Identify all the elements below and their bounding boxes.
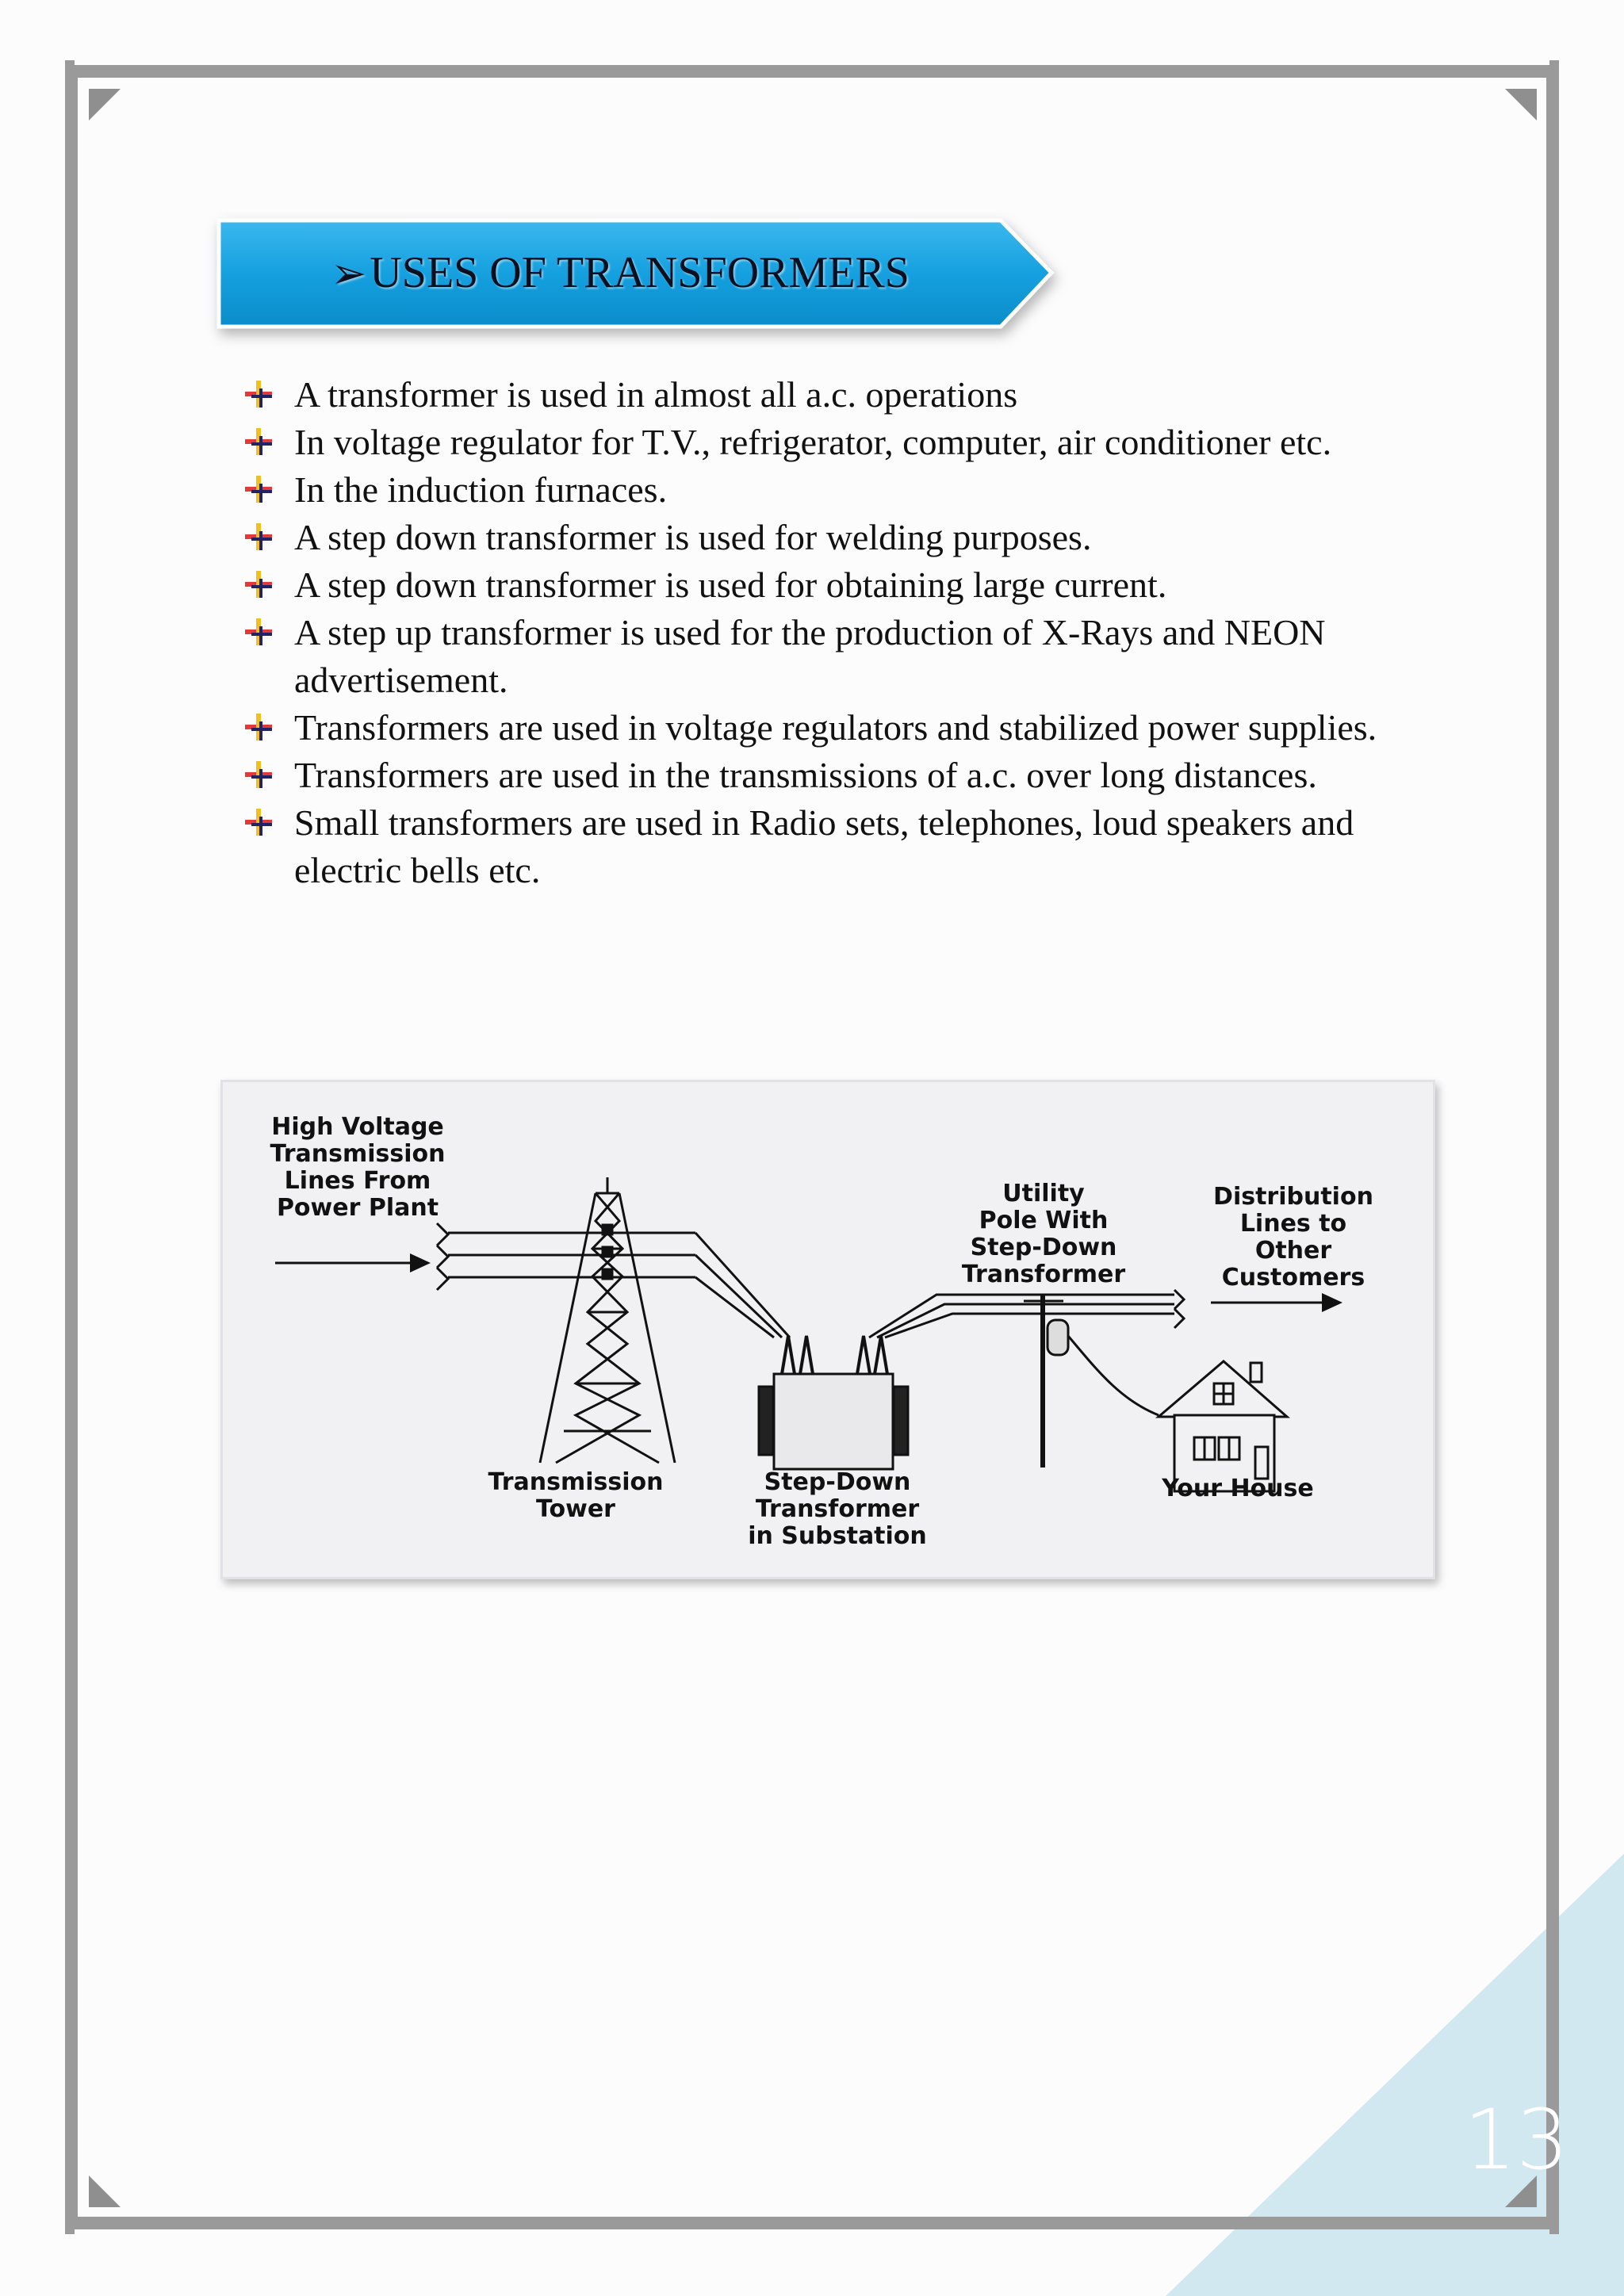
- list-item-text: A step down transformer is used for obtaining large current.: [294, 564, 1167, 605]
- bullet-icon: [243, 760, 274, 790]
- list-item: [242, 371, 1447, 419]
- bullet-icon: [243, 379, 274, 409]
- bullet-icon: [243, 427, 274, 457]
- arrow-bullet-icon: ➢: [331, 249, 367, 297]
- label-transmission-tower: Transmission Tower: [488, 1468, 664, 1523]
- list-item: [242, 752, 1447, 799]
- frame-tick: [65, 60, 75, 82]
- frame-tick: [1549, 2212, 1559, 2234]
- utility-pole: [1024, 1295, 1159, 1468]
- house: [1159, 1361, 1287, 1491]
- frame-bottom: [67, 2217, 1557, 2229]
- label-your-house: Your House: [1162, 1475, 1314, 1502]
- list-item: [242, 799, 1447, 894]
- list-item-text: Small transformers are used in Radio sets, telephones, loud speakers and electric bells etc.: [294, 802, 1354, 890]
- list-item-text: Transformers are used in voltage regulators and stabilized power supplies.: [294, 707, 1377, 748]
- list-item-text: A transformer is used in almost all a.c. operations: [294, 374, 1018, 415]
- page-title: USES OF TRANSFORMERS: [370, 248, 910, 297]
- label-substation-transformer: Step-Down Transformer in Substation: [748, 1468, 927, 1550]
- power-distribution-diagram: [220, 1080, 1435, 1579]
- list-item: [242, 561, 1447, 609]
- label-high-voltage: High Voltage Transmission Lines From Power Plant: [270, 1113, 446, 1222]
- list-item-text: In the induction furnaces.: [294, 469, 668, 510]
- bullet-icon: [243, 712, 274, 742]
- bullet-icon: [243, 569, 274, 599]
- bullet-icon: [243, 474, 274, 504]
- corner-ornament-top-right: [1505, 89, 1537, 121]
- list-item: [242, 419, 1447, 466]
- bullet-icon: [243, 807, 274, 837]
- transmission-tower: [540, 1177, 675, 1463]
- frame-top: [67, 65, 1557, 78]
- frame-tick: [65, 2212, 75, 2234]
- list-item: [242, 514, 1447, 561]
- list-item-text: A step down transformer is used for welding purposes.: [294, 517, 1092, 557]
- substation-transformer: [759, 1336, 908, 1469]
- frame-right: [1546, 67, 1559, 2229]
- bullet-icon: [243, 522, 274, 552]
- list-item-text: In voltage regulator for T.V., refrigerator, computer, air conditioner etc.: [294, 422, 1332, 462]
- corner-ornament-top-left: [89, 89, 121, 121]
- list-item: [242, 704, 1447, 752]
- list-item: [242, 609, 1447, 704]
- list-item-text: Transformers are used in the transmissions of a.c. over long distances.: [294, 755, 1317, 795]
- frame-tick: [1549, 60, 1559, 82]
- heading-banner: [216, 216, 1056, 336]
- label-distribution-lines: Distribution Lines to Other Customers: [1213, 1183, 1373, 1292]
- page-number: 13: [1464, 2091, 1569, 2188]
- list-item: [242, 466, 1447, 514]
- bullet-icon: [243, 617, 274, 647]
- corner-ornament-bottom-left: [89, 2175, 121, 2207]
- frame-left: [65, 67, 78, 2229]
- uses-list: [242, 371, 1447, 894]
- list-item-text: A step up transformer is used for the production of X-Rays and NEON advertisement.: [294, 612, 1326, 700]
- label-utility-pole: Utility Pole With Step-Down Transformer: [961, 1180, 1126, 1288]
